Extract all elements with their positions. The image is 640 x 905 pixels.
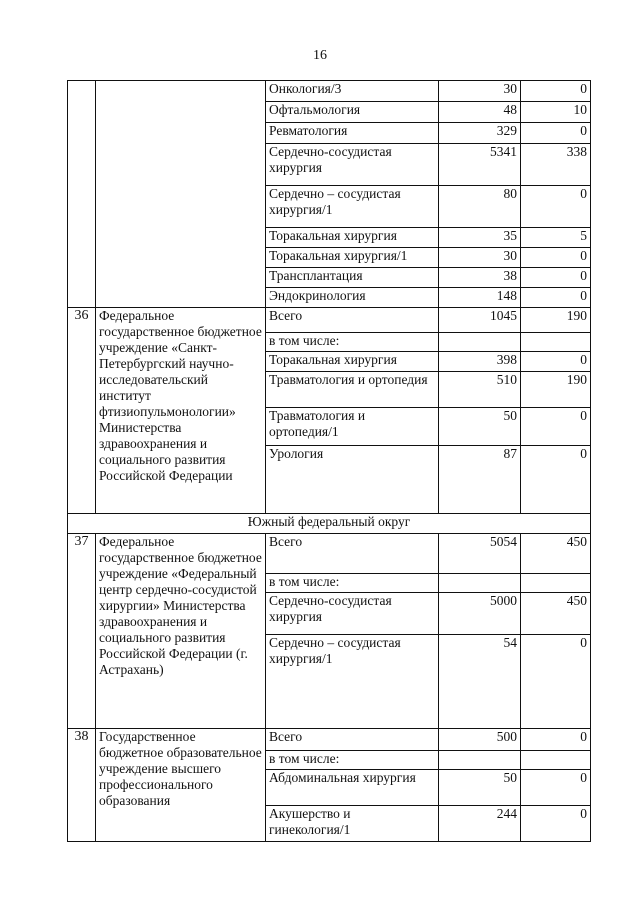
- value-cell: 190: [521, 308, 591, 333]
- table-row: [68, 729, 591, 751]
- value-cell: 450: [521, 593, 591, 635]
- table-row: [68, 534, 591, 574]
- quota-table: [67, 80, 591, 842]
- value-cell: 0: [521, 352, 591, 372]
- value-cell: 0: [521, 729, 591, 751]
- profile-cell: Акушерство и гинекология/1: [266, 806, 439, 842]
- value-cell: 0: [521, 770, 591, 806]
- profile-cell: Травматология и ортопедия: [266, 372, 439, 408]
- profile-cell: Трансплантация: [266, 268, 439, 288]
- table-row: [68, 81, 591, 102]
- value-cell: [439, 574, 521, 593]
- profile-cell: Сердечно-сосудистая хирургия: [266, 593, 439, 635]
- profile-cell: Торакальная хирургия: [266, 228, 439, 248]
- value-cell: 38: [439, 268, 521, 288]
- value-cell: 148: [439, 288, 521, 308]
- profile-cell: Сердечно – сосудистая хирургия/1: [266, 635, 439, 729]
- profile-cell: Сердечно-сосудистая хирургия: [266, 144, 439, 186]
- profile-cell: Травматология и ортопедия/1: [266, 408, 439, 446]
- value-cell: 510: [439, 372, 521, 408]
- value-cell: 398: [439, 352, 521, 372]
- value-cell: 244: [439, 806, 521, 842]
- value-cell: 0: [521, 806, 591, 842]
- value-cell: 0: [521, 123, 591, 144]
- value-cell: 80: [439, 186, 521, 228]
- value-cell: 35: [439, 228, 521, 248]
- value-cell: 0: [521, 81, 591, 102]
- value-cell: 338: [521, 144, 591, 186]
- value-cell: 190: [521, 372, 591, 408]
- value-cell: 30: [439, 81, 521, 102]
- value-cell: [521, 751, 591, 770]
- value-cell: 54: [439, 635, 521, 729]
- value-cell: 87: [439, 446, 521, 514]
- value-cell: 48: [439, 102, 521, 123]
- profile-cell: Всего: [266, 729, 439, 751]
- region-header: Южный федеральный округ: [68, 514, 591, 534]
- profile-cell: Урология: [266, 446, 439, 514]
- profile-cell: Абдоминальная хирургия: [266, 770, 439, 806]
- value-cell: 500: [439, 729, 521, 751]
- row-number: 36: [68, 308, 96, 514]
- value-cell: 50: [439, 408, 521, 446]
- profile-cell: Торакальная хирургия: [266, 352, 439, 372]
- page-number: 16: [313, 48, 327, 63]
- value-cell: 1045: [439, 308, 521, 333]
- profile-cell: Торакальная хирургия/1: [266, 248, 439, 268]
- value-cell: 5054: [439, 534, 521, 574]
- value-cell: [521, 333, 591, 352]
- profile-cell: Офтальмология: [266, 102, 439, 123]
- value-cell: 50: [439, 770, 521, 806]
- number-cell: [68, 81, 96, 308]
- value-cell: 30: [439, 248, 521, 268]
- value-cell: [521, 574, 591, 593]
- value-cell: 0: [521, 186, 591, 228]
- row-number: 37: [68, 534, 96, 729]
- value-cell: 0: [521, 408, 591, 446]
- value-cell: [439, 751, 521, 770]
- organization-name: Федеральное государственное бюджетное учреждение «Федеральный центр сердечно-сосудистой хирургии» Министерства здравоохранения и социального развития Российской Федерации (г. Астрахань): [96, 534, 266, 729]
- table-row: [68, 308, 591, 333]
- organization-name: Федеральное государственное бюджетное учреждение «Санкт-Петербургский научно-исследовательский институт фтизиопульмонологии» Министерства здравоохранения и социального развития Российской Федерации: [96, 308, 266, 514]
- value-cell: 0: [521, 268, 591, 288]
- value-cell: 0: [521, 446, 591, 514]
- value-cell: 450: [521, 534, 591, 574]
- value-cell: 10: [521, 102, 591, 123]
- profile-cell: Сердечно – сосудистая хирургия/1: [266, 186, 439, 228]
- value-cell: [439, 333, 521, 352]
- profile-cell: Онкология/3: [266, 81, 439, 102]
- profile-cell: Эндокринология: [266, 288, 439, 308]
- table-row: [68, 514, 591, 534]
- value-cell: 5: [521, 228, 591, 248]
- profile-cell: Всего: [266, 308, 439, 333]
- profile-cell: Всего: [266, 534, 439, 574]
- value-cell: 5341: [439, 144, 521, 186]
- profile-cell: в том числе:: [266, 574, 439, 593]
- organization-name: Государственное бюджетное образовательное учреждение высшего профессионального образования: [96, 729, 266, 842]
- value-cell: 329: [439, 123, 521, 144]
- profile-cell: в том числе:: [266, 333, 439, 352]
- organization-cell: [96, 81, 266, 308]
- value-cell: 0: [521, 288, 591, 308]
- value-cell: 0: [521, 248, 591, 268]
- profile-cell: в том числе:: [266, 751, 439, 770]
- value-cell: 5000: [439, 593, 521, 635]
- value-cell: 0: [521, 635, 591, 729]
- row-number: 38: [68, 729, 96, 842]
- profile-cell: Ревматология: [266, 123, 439, 144]
